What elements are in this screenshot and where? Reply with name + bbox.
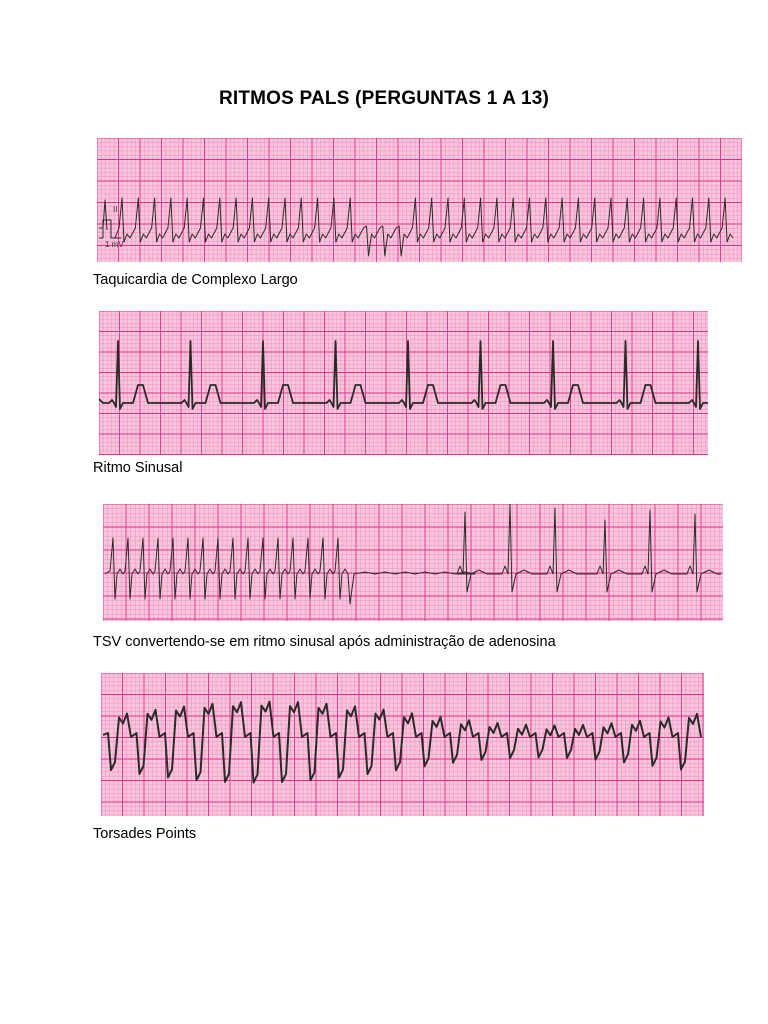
calibration-label: 1 mV: [105, 240, 124, 249]
lead-label: II: [113, 205, 118, 214]
ecg-strip-svt-conversion: [103, 504, 723, 621]
page-title: RITMOS PALS (PERGUNTAS 1 A 13): [218, 88, 550, 109]
ecg-strip-torsades: [101, 673, 704, 816]
ecg-caption: Taquicardia de Complexo Largo: [93, 272, 298, 288]
ecg-caption: Ritmo Sinusal: [93, 460, 183, 476]
ecg-strip-sinus-rhythm: [99, 311, 708, 455]
ecg-caption: Torsades Points: [93, 826, 197, 842]
ecg-caption: TSV convertendo-se em ritmo sinusal após administração de adenosina: [93, 634, 556, 650]
ecg-strip-wide-complex-tachycardia: [97, 138, 742, 262]
